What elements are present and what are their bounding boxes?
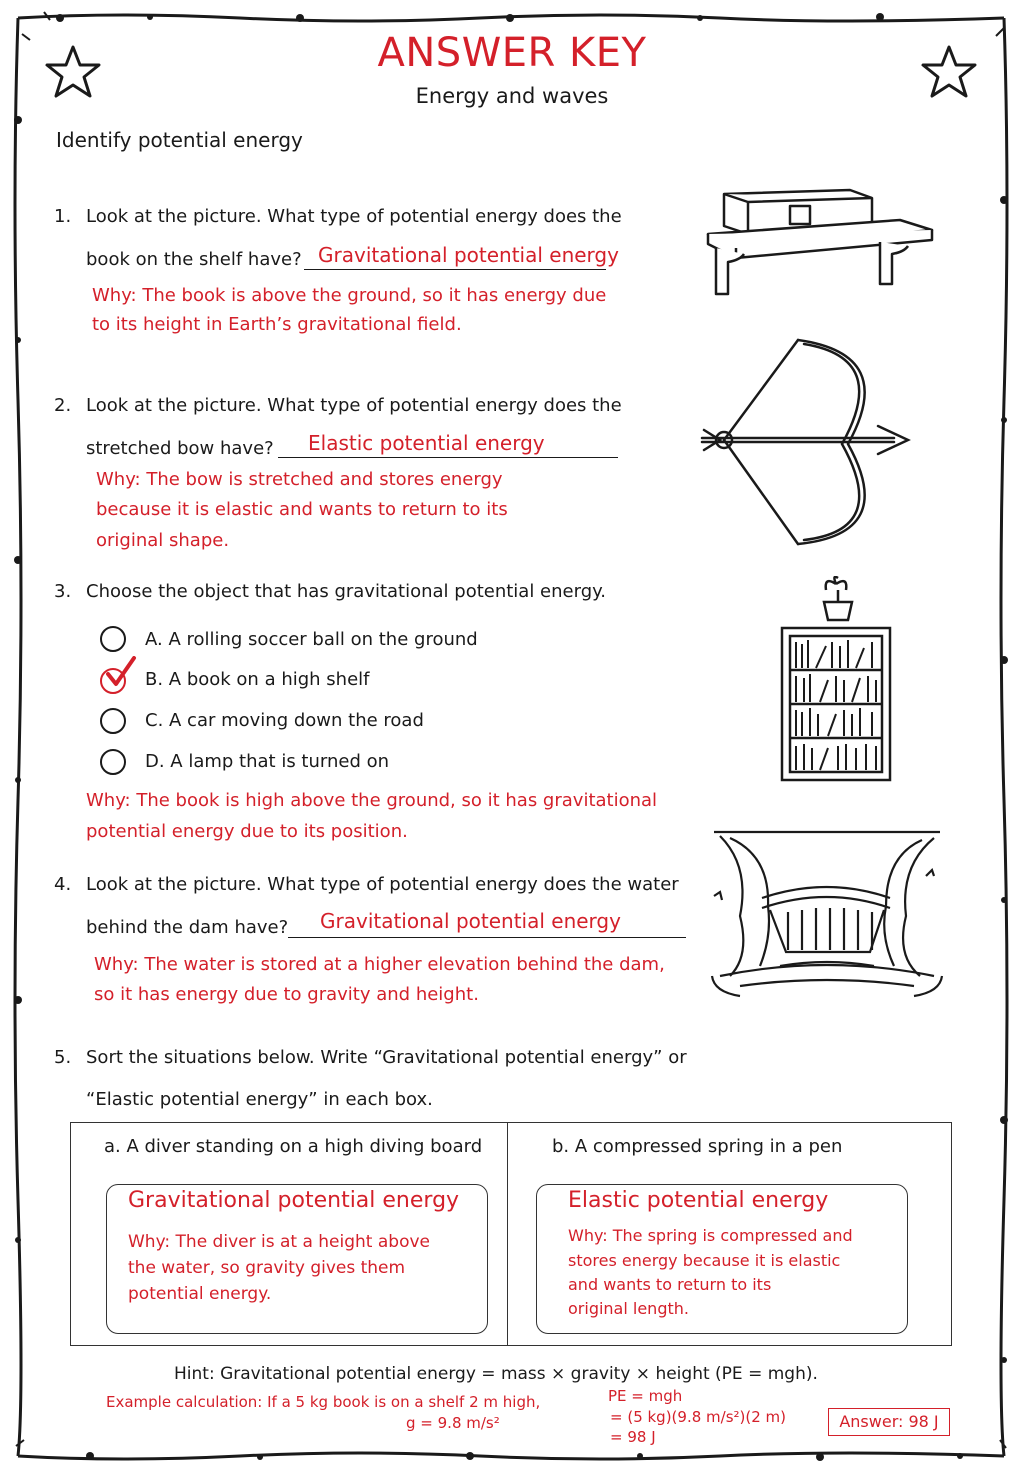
radio-option-c[interactable] — [100, 708, 126, 734]
situation-label: a. A diver standing on a high diving board — [104, 1136, 483, 1157]
answer-text: Gravitational potential energy — [318, 243, 619, 267]
question-text: Look at the picture. What type of potential energy does the water — [86, 874, 679, 895]
example-text: g = 9.8 m/s² — [406, 1414, 500, 1432]
question-text: book on the shelf have? — [86, 249, 302, 270]
option-label: B. A book on a high shelf — [145, 669, 370, 690]
explanation-text: so it has energy due to gravity and height. — [94, 984, 479, 1005]
situation-label: b. A compressed spring in a pen — [552, 1136, 843, 1157]
question-text: behind the dam have? — [86, 917, 289, 938]
final-answer-box: Answer: 98 J — [828, 1408, 950, 1436]
calculation-line: PE = mgh — [608, 1387, 683, 1405]
answer-text: Elastic potential energy — [568, 1188, 829, 1213]
answer-text: Elastic potential energy — [308, 431, 545, 455]
answer-line — [278, 457, 618, 458]
radio-option-a[interactable] — [100, 626, 126, 652]
answer-text: Gravitational potential energy — [128, 1188, 460, 1213]
explanation-text: Why: The diver is at a height above — [128, 1232, 430, 1252]
question-text: Choose the object that has gravitational potential energy. — [86, 581, 606, 602]
page-title: ANSWER KEY — [377, 30, 647, 76]
calculation-line: = 98 J — [610, 1428, 656, 1446]
explanation-text: stores energy because it is elastic — [568, 1251, 841, 1270]
explanation-text: potential energy due to its position. — [86, 821, 408, 842]
bow-and-arrow-image — [698, 334, 914, 550]
option-label: D. A lamp that is turned on — [145, 751, 390, 772]
sort-table-divider — [507, 1122, 508, 1346]
option-label: C. A car moving down the road — [145, 710, 424, 731]
checkmark-icon — [104, 656, 138, 690]
explanation-text: Why: The book is above the ground, so it has energy due — [92, 285, 607, 306]
question-number: 5. — [54, 1047, 72, 1068]
explanation-text: Why: The book is high above the ground, so it has gravitational — [86, 790, 658, 811]
explanation-text: original shape. — [96, 530, 230, 551]
dam-image — [710, 826, 944, 998]
option-label: A. A rolling soccer ball on the ground — [145, 629, 478, 650]
hint-text: Hint: Gravitational potential energy = mass × gravity × height (PE = mgh). — [174, 1364, 818, 1384]
explanation-text: to its height in Earth’s gravitational field. — [92, 314, 462, 335]
book-on-shelf-image — [700, 184, 940, 300]
explanation-text: Why: The water is stored at a higher elevation behind the dam, — [94, 954, 665, 975]
page-subtitle: Energy and waves — [415, 84, 609, 108]
answer-text: Gravitational potential energy — [320, 909, 621, 933]
question-number: 4. — [54, 874, 72, 895]
explanation-text: original length. — [568, 1299, 689, 1318]
question-number: 2. — [54, 395, 72, 416]
radio-option-d[interactable] — [100, 749, 126, 775]
explanation-text: because it is elastic and wants to return to its — [96, 499, 508, 520]
explanation-text: potential energy. — [128, 1284, 272, 1304]
explanation-text: Why: The bow is stretched and stores energy — [96, 469, 503, 490]
question-text: Sort the situations below. Write “Gravitational potential energy” or — [86, 1047, 687, 1068]
example-text: Example calculation: If a 5 kg book is on a shelf 2 m high, — [106, 1393, 541, 1411]
question-text: “Elastic potential energy” in each box. — [86, 1089, 433, 1110]
explanation-text: Why: The spring is compressed and — [568, 1226, 853, 1245]
question-number: 1. — [54, 206, 72, 227]
answer-line — [304, 269, 606, 270]
question-number: 3. — [54, 581, 72, 602]
question-text: Look at the picture. What type of potential energy does the — [86, 395, 622, 416]
question-text: stretched bow have? — [86, 438, 274, 459]
section-title: Identify potential energy — [56, 128, 303, 152]
question-text: Look at the picture. What type of potential energy does the — [86, 206, 622, 227]
explanation-text: the water, so gravity gives them — [128, 1258, 406, 1278]
explanation-text: and wants to return to its — [568, 1275, 772, 1294]
bookcase-image — [776, 576, 896, 784]
answer-line — [288, 937, 686, 938]
calculation-line: = (5 kg)(9.8 m/s²)(2 m) — [610, 1408, 787, 1426]
